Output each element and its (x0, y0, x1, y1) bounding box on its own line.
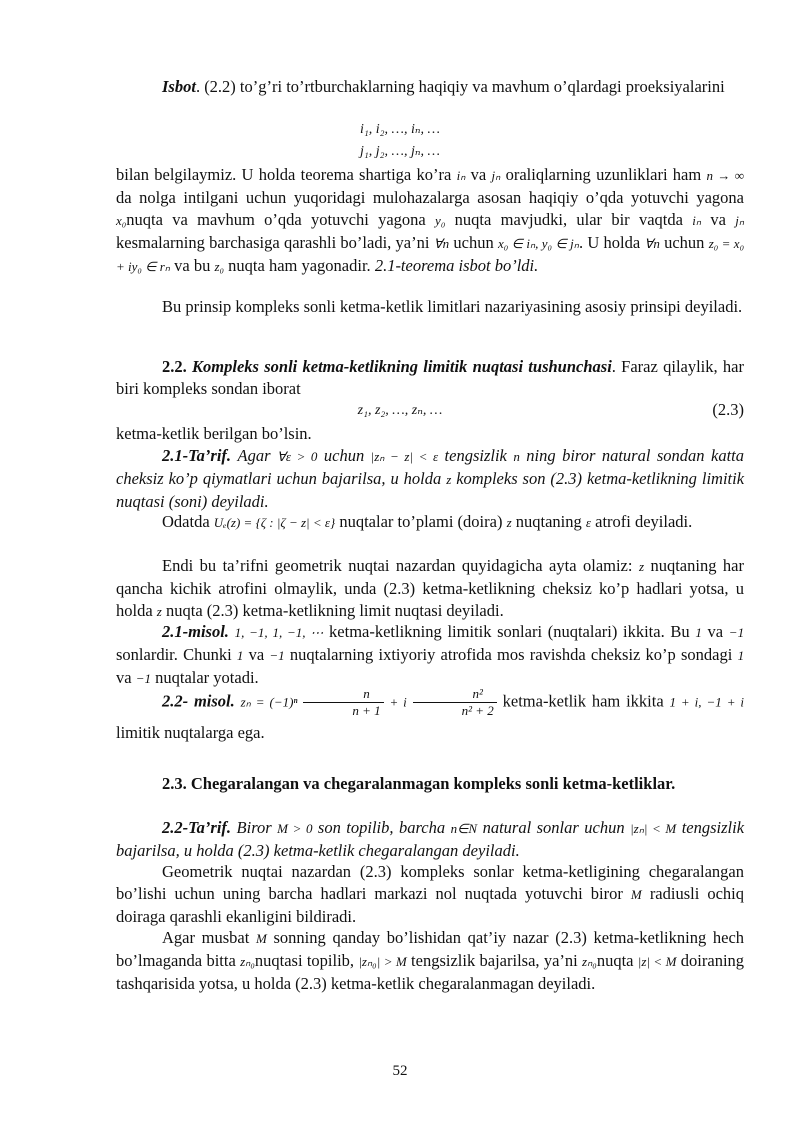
definition-2-2: 2.2-Ta’rif. Biror M > 0 son topilib, barcha n∈N natural sonlar uchun |zₙ| < M tengsizlik bajarilsa, u holda (2.3) ketma-ketlik chegaralangan deyiladi. (116, 818, 745, 860)
math-z0-def: z₀ = x₀ + iy₀ ∈ rₙ (116, 236, 745, 274)
bounded-geometric-paragraph: Geometrik nuqtai nazardan (2.3) kompleks sonlar ketma-ketligining chegaralangan bo’lishi uchun uning barcha hadlari markazi nol nuqtada yotuvchi biror M radiusli ochiq doiraga qarashli ekanligini bildiradi. (116, 862, 745, 926)
math-forall-n: ∀n (433, 236, 450, 251)
fraction-n-over-n1: $\frac{n}{n + 1}$ (303, 686, 383, 719)
math-zn: zₙ = (−1)ⁿ (240, 694, 298, 710)
math-neighborhood: Uₑ(z) = {ζ : |ζ − z| < ε} (213, 515, 336, 530)
section-2-3-title: 2.3. Chegaralangan va chegaralanmagan kompleks sonli ketma-ketliklar. (162, 774, 676, 793)
example-2-1: 2.1-misol. 1, −1, 1, −1, ⋯ ketma-ketlikning limitik sonlari (nuqtalari) ikkita. Bu 1 va −1 sonlardir. Chunki 1 va −1 nuqtalarning ixtiyoriy atrofida mos ravishda cheksiz ko’p sondagi 1 va −1 nuqtalar yotadi. (116, 622, 745, 687)
proof-body: bilan belgilaymiz. U holda teorema shartiga ko’ra iₙ va jₙ oraliqlarning uzunliklari ham n → ∞ da nolga intilgani uchun yuqoridagi mulohazalarga asosan haqiqiy o’qda yotuvchi yagona x₀nuqta va mavhum o’qda yotuvchi yagona y₀ nuqta mavjudki, ular bir vaqtda iₙ va jₙ kesmalarning barchasiga qarashli bo’ladi, ya’ni ∀n uchun x₀ ∈ iₙ, y₀ ∈ jₙ. U holda ∀n uchun z₀ = x₀ + iy₀ ∈ rₙ va bu z₀ nuqta ham yagonadir. 2.1-teorema isbot bo’ldi. (116, 165, 745, 275)
math-jn: jₙ (491, 168, 501, 183)
math-n-to-inf: n → ∞ (706, 168, 745, 183)
math-membership: x₀ ∈ iₙ, y₀ ∈ jₙ (497, 236, 579, 251)
principle-paragraph: Bu prinsip kompleks sonli ketma-ketlik limitlari nazariyasining asosiy prinsipi deyiladi. (162, 297, 743, 316)
neighborhood-paragraph: Odatda Uₑ(z) = {ζ : |ζ − z| < ε} nuqtalar to’plami (doira) z nuqtaning ε atrofi deyiladi. (162, 512, 693, 531)
definition-2-2-label: 2.2-Ta’rif. (162, 818, 232, 837)
math-limit-points: 1 + i, −1 + i (669, 694, 745, 710)
proof-text: . (2.2) to’g’ri to’rtburchaklarning haqiqiy va mavhum o’qlardagi proeksiyalarini (195, 77, 725, 96)
definition-2-1-label: 2.1-Ta’rif. (162, 446, 232, 465)
example-2-1-label: 2.1-misol. (162, 622, 229, 641)
section-2-2-number: 2.2. (162, 357, 187, 376)
theorem-end: 2.1-teorema isbot bo’ldi. (374, 256, 539, 275)
sequence-given: ketma-ketlik berilgan bo’lsin. (116, 424, 312, 443)
proof-label: Isbot (162, 77, 196, 96)
sequence-z: z₁, z₂, …, zₙ, … (357, 403, 443, 418)
example-2-2-label: 2.2- misol. (162, 691, 235, 711)
geometric-paragraph: Endi bu ta’rifni geometrik nuqtai nazardan quyidagicha ayta olamiz: z nuqtaning har qancha kichik atrofini olmaylik, unda (2.3) ketma-ketlikning cheksiz ko’p hadlari yotsa, u holda z nuqta (2.3) ketma-ketlikning limit nuqtasi deyiladi. (116, 556, 744, 620)
sequence-i: i₁, i₂, …, iₙ, … (360, 122, 440, 137)
math-y0: y₀ (435, 213, 446, 228)
math-x0: x₀ (116, 213, 127, 228)
example-2-2: 2.2- misol. zₙ = (−1)ⁿ $\frac{n}{n + 1}$ + i $\frac{\text{n²}}{\text{n² + 2}}$ ketma-ketlik ham ikkita 1 + i, −1 + i limitik nuqtalarga ega. (116, 686, 745, 742)
section-2-2-title: Kompleks sonli ketma-ketlikning limitik nuqtasi tushunchasi (192, 357, 612, 376)
math-alternating-seq: 1, −1, 1, −1, ⋯ (234, 625, 324, 640)
math-in: iₙ (456, 168, 466, 183)
definition-2-1: 2.1-Ta’rif. Agar ∀ε > 0 uchun |zₙ − z| < ε tengsizlik n ning biror natural sondan katta cheksiz ko’p qiymatlari uchun bajarilsa, u holda z kompleks son (2.3) ketma-ketlikning limitik nuqtasi (soni) deyiladi. (116, 446, 745, 511)
proof-paragraph (116, 76, 744, 98)
equation-number-2-3: (2.3) (712, 400, 744, 419)
page-number: 52 (392, 1063, 408, 1079)
math-bounded-ineq: |zₙ| < M (630, 821, 677, 836)
fraction-n2-over-n2plus2: $\frac{\text{n²}}{\text{n² + 2}}$ (413, 686, 497, 719)
sequence-j: j₁, j₂, …, jₙ, … (360, 144, 440, 159)
math-limit-ineq: |zₙ − z| < ε (370, 449, 439, 464)
unbounded-paragraph: Agar musbat M sonning qanday bo’lishidan qat’iy nazar (2.3) ketma-ketlikning hech bo’lmaganda bitta zₙ₀nuqtasi topilib, |zₙ₀| > M tengsizlik bajarilsa, ya’ni zₙ₀nuqta |z| < M doiraning tashqarisida yotsa, u holda (2.3) ketma-ketlik chegaralanmagan deyiladi. (116, 928, 745, 993)
section-2-2-intro: 2.2. Kompleks sonli ketma-ketlikning limitik nuqtasi tushunchasi. Faraz qilaylik, har biri kompleks sondan iborat (116, 357, 744, 398)
